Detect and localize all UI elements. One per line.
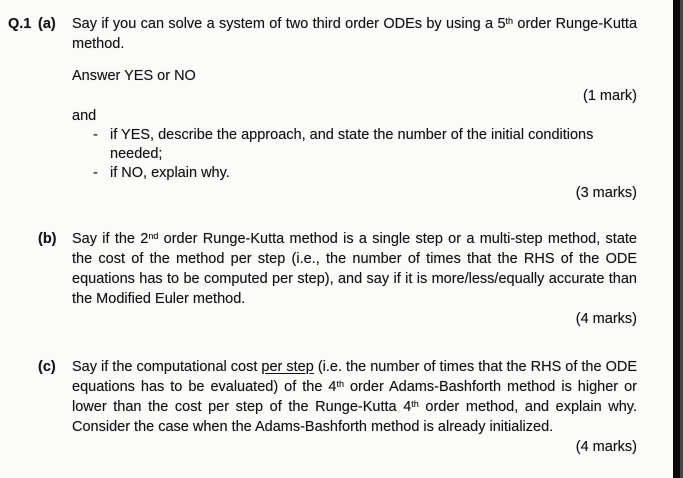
list-item-no — [72, 164, 637, 183]
part-label-c: (c) — [38, 359, 56, 375]
part-a-intro: Say if you can solve a system of two third order ODEs by using a 5th order Runge-Kutta method. — [72, 16, 638, 52]
marks-a1: (1 mark) — [583, 88, 637, 104]
question-part-a — [8, 14, 637, 203]
part-c-body — [72, 357, 637, 457]
part-label-a: (a) — [38, 16, 56, 32]
condition-list — [72, 126, 637, 183]
marks-c: (4 marks) — [575, 439, 637, 455]
list-item-yes — [72, 126, 637, 164]
marks-a2: (3 marks) — [575, 185, 637, 201]
part-c-text: Say if the computational cost per step (i.e. the number of times that the RHS of the ODE equations has to be evaluated) of the 4th order Adams-Bashforth method is higher or lower than the cost per step of the Runge-Kutta 4th order method, and explain why. Consider the case when the Adams-Bashforth method is already initialized. — [72, 359, 638, 435]
question-part-b — [8, 229, 637, 329]
bullet-text-yes: if YES, describe the approach, and state the number of the initial conditions needed; — [110, 127, 594, 162]
connector-and: and — [72, 108, 97, 124]
marks-b: (4 marks) — [575, 311, 637, 327]
scan-edge-bar — [673, 0, 683, 478]
answer-prompt: Answer YES or NO — [72, 68, 196, 84]
bullet-text-no: if NO, explain why. — [110, 165, 230, 181]
part-label-b: (b) — [38, 231, 57, 247]
dash-bullet: - — [93, 127, 98, 143]
part-b-text: Say if the 2nd order Runge-Kutta method is a single step or a multi-step method, state the cost of the method per step (i.e., the number of times that the RHS of the ODE equations has to be computed per step), and say if it is more/less/equally accurate than the Modified Euler method. — [72, 231, 637, 307]
part-b-body — [72, 229, 637, 329]
dash-bullet: - — [93, 165, 98, 181]
part-a-body — [72, 14, 637, 203]
question-number: Q.1 — [8, 16, 32, 32]
question-part-c — [8, 357, 637, 457]
